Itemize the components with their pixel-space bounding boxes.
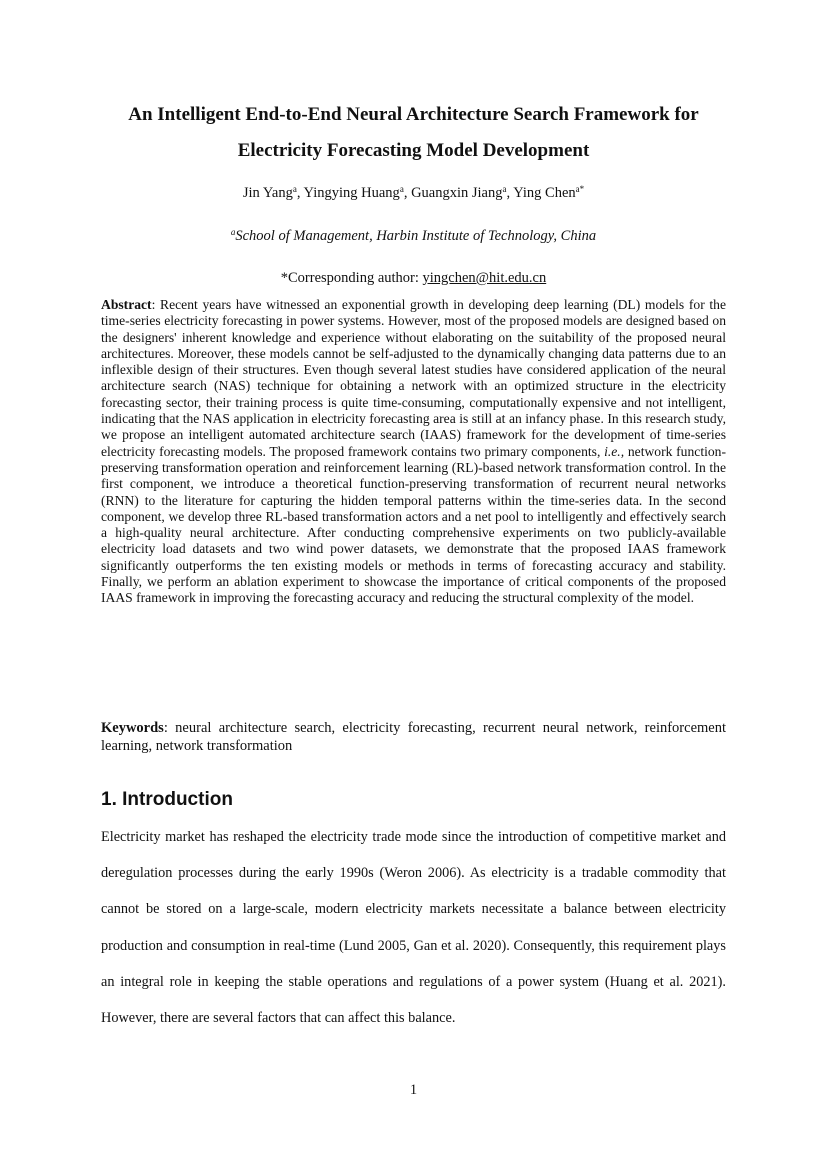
author-affiliation-mark: a	[292, 184, 297, 194]
page-number: 1	[409, 1082, 418, 1098]
keywords-text: : neural architecture search, electricity forecasting, recurrent neural network, reinforcement learning, network transformation	[101, 720, 726, 754]
author-affiliation-mark: a*	[575, 184, 585, 194]
introduction-paragraph: Electricity market has reshaped the electricity trade mode since the introduction of competitive market and deregulation processes during the early 1990s (Weron 2006). As electricity is a tradable commodity that cannot be stored on a large-scale, modern electricity markets necessitate a balance between electricity production and consumption in real-time (Lund 2005, Gan et al. 2020). Consequently, this requirement plays an integral role in keeping the stable operations and regulations of a power system (Huang et al. 2021). However, there are several factors that can affect this balance.	[101, 829, 726, 1027]
corresponding-email-link[interactable]: yingchen@hit.edu.cn	[422, 270, 547, 286]
section-heading: 1. Introduction	[101, 789, 233, 810]
author-affiliation-mark: a	[502, 184, 507, 194]
abstract-text-part-1: : Recent years have witnessed an exponential growth in developing deep learning (DL) models for the time-series electricity forecasting in power systems. However, most of the proposed models are designed based on the designers' inherent knowledge and experience without elaborating on the suitability of the proposed neural architectures. Moreover, these models cannot be self-adjusted to the dynamically changing data patterns due to an inflexible design of their structures. Even though several latest studies have considered application of the neural architecture search (NAS) technique for obtaining a network with an optimized structure in the electricity forecasting sector, their training process is quite time-consuming, computationally expensive and not intelligent, indicating that the NAS application in electricity forecasting area is still at an infancy phase. In this research study, we propose an intelligent automated architecture search (IAAS) framework for the development of time-series electricity forecasting models. The proposed framework contains two primary components,	[101, 297, 726, 459]
author-name: Ying Chen	[513, 185, 576, 201]
author-name: Jin Yang	[242, 185, 293, 201]
affiliation	[0, 228, 827, 245]
corresponding-label: *Corresponding author:	[280, 270, 423, 286]
abstract-paragraph	[101, 297, 726, 607]
abstract-ie: i.e.,	[604, 443, 625, 459]
author-affiliation-mark: a	[399, 184, 404, 194]
introduction-body	[101, 819, 726, 1036]
keywords	[101, 719, 726, 755]
paper-title	[60, 97, 767, 169]
abstract	[101, 297, 726, 607]
affiliation-mark: a	[230, 227, 236, 237]
corresponding-author	[0, 270, 827, 287]
author-name: Guangxin Jiang	[411, 185, 503, 201]
author-name: Yingying Huang	[303, 185, 400, 201]
title-line-1: An Intelligent End-to-End Neural Architecture Search Framework for	[128, 104, 699, 125]
abstract-text-part-2: network function-preserving transformation operation and reinforcement learning (RL)-based network transformation control. In the first component, we introduce a theoretical function-preserving transformation of recurrent neural networks (RNN) to the literature for capturing the hidden temporal patterns within the time-series data. In the second component, we develop three RL-based transformation actors and a net pool to intelligently and effectively search a high-quality neural architecture. After conducting comprehensive experiments on two publicly-available electricity load datasets and two wind power datasets, we demonstrate that the proposed IAAS framework significantly outperforms the ten existing models or methods in terms of forecasting accuracy and stability. Finally, we perform an ablation experiment to showcase the importance of critical components of the proposed IAAS framework in improving the forecasting accuracy and reducing the structural complexity of the model.	[101, 443, 726, 606]
abstract-label: Abstract	[101, 297, 152, 312]
author-list: Jin Yang$^a$, Yingying Huang$^a$, Guangxin Jiang$^a$, Ying Chen$^{a*}$	[242, 184, 585, 201]
keywords-label: Keywords	[101, 720, 164, 736]
affiliation-text: School of Management, Harbin Institute of Technology, China	[235, 228, 597, 244]
title-line-2: Electricity Forecasting Model Development	[237, 140, 590, 161]
